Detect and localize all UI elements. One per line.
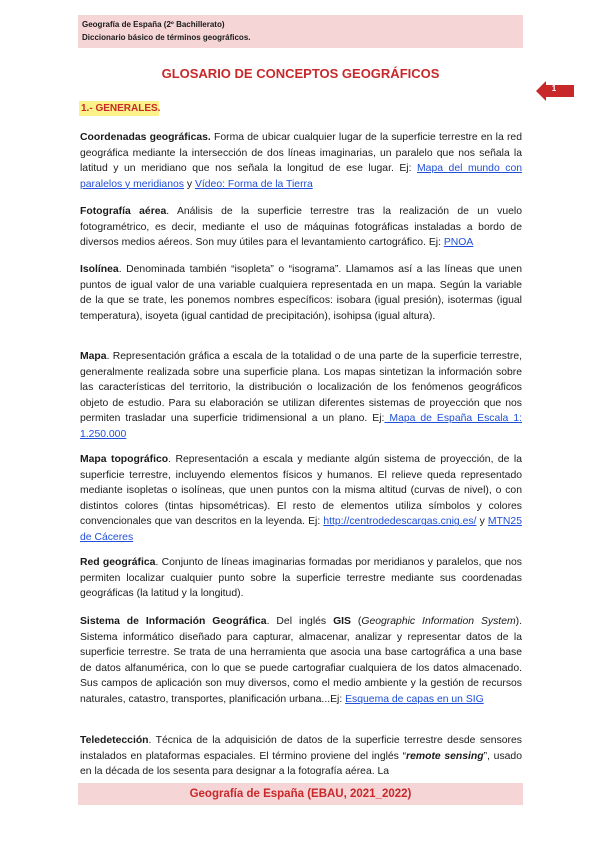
entry-teledeteccion [80, 733, 522, 780]
link-mapa-mundo[interactable]: Mapa del mundo con paralelos y meridianos [80, 163, 522, 190]
definition: Forma de ubicar cualquier lugar de la superficie terrestre en la red geográfica mediante la intersección de dos líneas imaginarias, un paralelo que nos señala la latitud y un meridiano que nos señala la longitud de ese lugar. Ej: [80, 132, 522, 175]
term: Sistema de Información Geográfica [80, 616, 267, 627]
term: Coordenadas geográficas. [80, 132, 211, 143]
definition: ( [350, 616, 362, 627]
link-video-forma-tierra[interactable]: Vídeo: Forma de la Tierra [194, 178, 313, 190]
definition: . Del inglés [266, 616, 334, 627]
definition: . Técnica de la adquisición de datos de la superficie terrestre desde sensores instalados en plataformas espaciales. El término proviene del inglés “ [80, 735, 522, 762]
back-arrow-page-button[interactable] [536, 81, 576, 101]
definition: . Denominada también “isopleta” o “isograma”. Llamamos así a las líneas que unen puntos de igual valor de una variable cualquiera representada en un mapa. Según la variable de la que se trate, les ponemos nombres específicos: isobara (igual presión), isotermas (igual temperatura), isoyeta (igual cantidad de precipitación), isohipsa (igual altura). [80, 264, 522, 322]
page-title: GLOSARIO DE CONCEPTOS GEOGRÁFICOS [161, 66, 440, 81]
term: Red geográfica [80, 557, 156, 568]
term: Fotografía aérea [80, 206, 167, 217]
separator: y [183, 178, 195, 190]
entry-mapa [80, 349, 522, 443]
entry-sig [80, 614, 522, 708]
term: Mapa [80, 351, 107, 362]
definition: . Representación gráfica a escala de la totalidad o de una parte de la superficie terrestre, generalmente realizada sobre una superficie plana. Los mapas sintetizan la información sobre las características del territorio, la distribución o localización de los fenómenos geográficos objeto de estudio. Para su elaboración se utilizan diferentes sistemas de proyección que nos permiten trasladar una superficie tridimensional a un plano. Ej: [80, 351, 522, 425]
header-subtitle: Diccionario básico de términos geográficos. [82, 33, 251, 42]
term: Isolínea [80, 264, 119, 275]
separator: y [476, 516, 488, 528]
definition: ”, usado en la década de los sesenta para designar a la fotografía aérea. La [80, 750, 522, 778]
link-pnoa[interactable]: PNOA [443, 237, 474, 249]
gis-full-name: Geographic Information System [361, 616, 516, 627]
definition: ). Sistema informático diseñado para capturar, almacenar, analizar y representar datos de la superficie terrestre. Se trata de una herramienta que asocia una base cartográfica a una base de datos alfanumérica, con lo que se puede cartografiar cualquiera de los datos almacenado. Sus campos de aplicación son muy diversos, como el medio ambiente y la gestión de recursos naturales, catastro, transportes, planificación urbana...Ej: [80, 616, 522, 705]
definition: . Conjunto de líneas imaginarias formadas por meridianos y paralelos, que nos permiten localizar cualquier punto sobre la superficie terrestre mediante sus coordenadas geográficas (la latitud y la longitud). [80, 557, 522, 600]
entry-isolinea [80, 262, 522, 324]
document-footer: Geografía de España (EBAU, 2021_2022) [78, 783, 523, 805]
gis-acronym: GIS [333, 616, 351, 627]
term: Mapa topográfico [80, 454, 169, 465]
definition: . Análisis de la superficie terrestre tras la realización de un vuelo fotogramétrico, es decir, mediante el uso de máquinas fotográficas instaladas a bordo de diversos medios aéreos. Son muy útiles para el levantamiento cartográfico. Ej: [80, 206, 522, 249]
entry-fotografia-aerea [80, 204, 522, 251]
header-course: Geografía de España (2º Bachillerato) [82, 20, 225, 29]
link-mtn25-caceres[interactable]: MTN25 de Cáceres [80, 516, 522, 543]
entry-mapa-topografico [80, 452, 522, 546]
definition: . Representación a escala y mediante algún sistema de proyección, de la superficie terrestre, incluyendo elementos físicos y humanos. El relieve queda representado mediante isopletas o isolíneas, que unen puntos con la misma altitud (curvas de nivel), o con distintos colores (tintas hipsométricas). El resto de elementos utiliza símbolos y colores convencionales que van descritos en la leyenda. Ej: [80, 454, 522, 528]
entry-coordenadas [80, 130, 522, 192]
section-heading: 1.- GENERALES. [81, 103, 161, 114]
term: Teledetección [80, 735, 149, 746]
link-mapa-espana[interactable]: Mapa de España Escala 1: 1.250.000 [80, 413, 522, 440]
link-esquema-sig[interactable]: Esquema de capas en un SIG [345, 693, 484, 705]
link-centro-descargas[interactable]: http://centrodedescargas.cnig.es/ [323, 516, 477, 528]
page-number: 1 [551, 84, 557, 93]
remote-sensing-term: remote sensing [406, 750, 484, 762]
entry-red-geografica [80, 555, 522, 602]
